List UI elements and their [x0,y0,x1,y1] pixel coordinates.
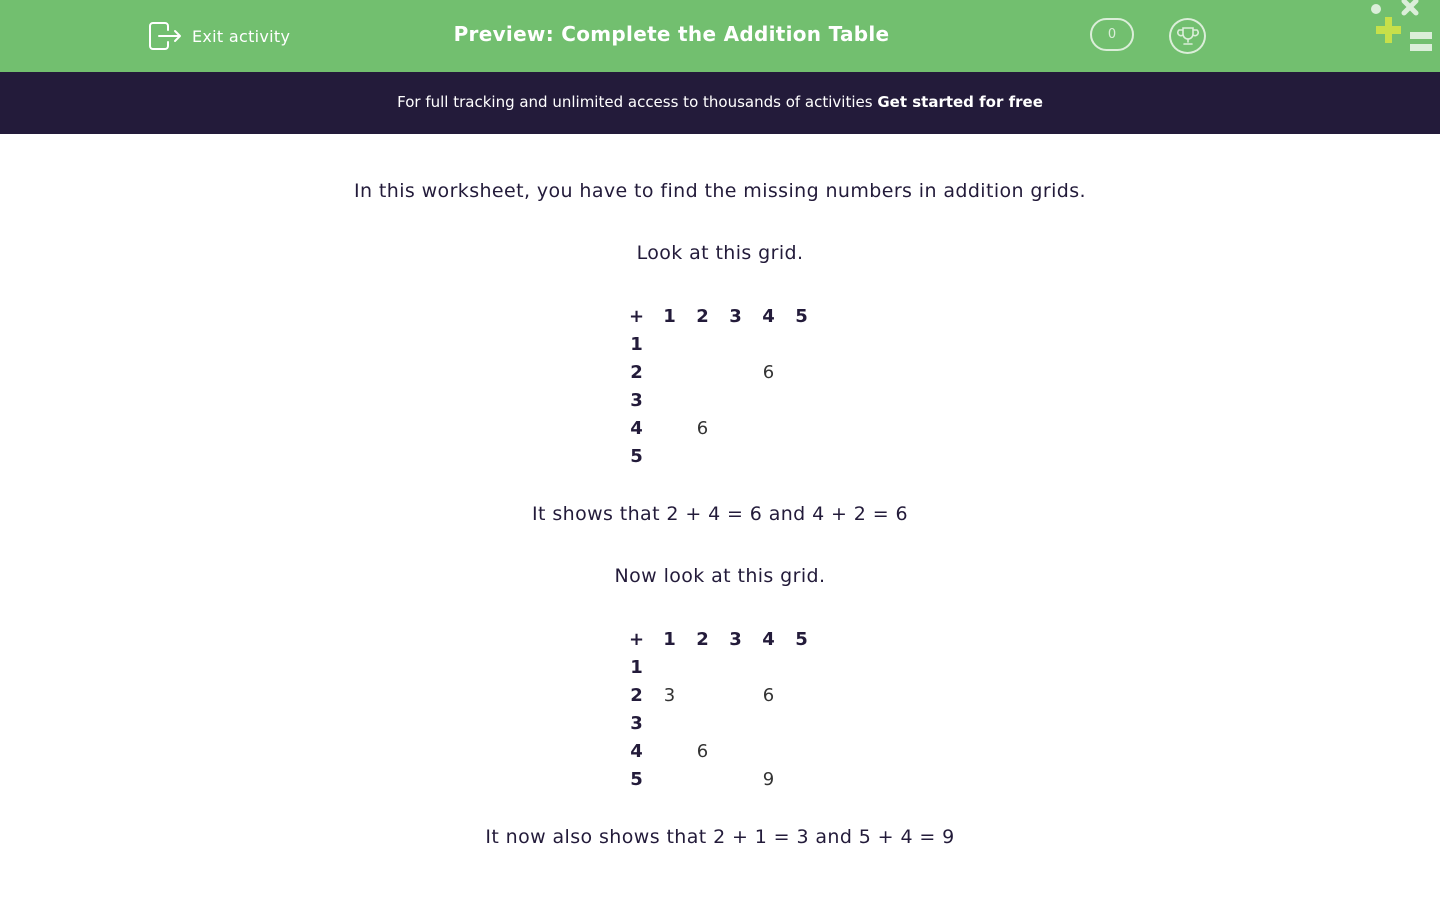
grid-cell [653,414,686,442]
grid-header-cell: 5 [795,628,808,650]
grid-cell [752,330,785,358]
intro-text: In this worksheet, you have to find the missing numbers in addition grids. [354,180,1086,202]
grid-cell [719,330,752,358]
grid-row [620,653,818,681]
now-shows-text: It now also shows that 2 + 1 = 3 and 5 + 4 = 9 [485,826,955,848]
grid-cell [686,765,719,793]
look-grid-text: Look at this grid. [636,242,804,264]
grid-header-cell: 1 [663,628,676,650]
grid-cell [653,358,686,386]
grid-cell [719,681,752,709]
grid-cell: 6 [762,684,775,706]
grid-row-header: 1 [630,333,643,355]
grid-header-row [620,302,818,330]
grid-header-cell: 2 [696,305,709,327]
grid-row-header: 2 [630,684,643,706]
grid-cell [752,709,785,737]
grid-cell [785,358,818,386]
grid-cell [686,653,719,681]
grid-header-cell: 1 [663,305,676,327]
trophy-icon [1177,25,1199,47]
grid-cell [752,386,785,414]
grid-cell [752,653,785,681]
grid-cell [719,709,752,737]
now-look-text: Now look at this grid. [614,565,826,587]
get-started-link[interactable]: Get started for free [877,93,1043,111]
grid-cell [785,330,818,358]
grid-cell [653,653,686,681]
grid-cell: 6 [696,417,709,439]
grid-cell [719,414,752,442]
grid-row [620,737,818,765]
grid-row [620,709,818,737]
grid-header-cell: 4 [762,628,775,650]
grid-cell [686,386,719,414]
grid-row-header: 4 [630,740,643,762]
grid-cell [653,737,686,765]
score-badge: 0 [1090,18,1134,51]
grid-cell [686,358,719,386]
grid-cell [653,386,686,414]
grid-row [620,386,818,414]
grid-row-header: 1 [630,656,643,678]
trophy-button[interactable] [1169,18,1206,54]
grid-cell [719,386,752,414]
grid-header-cell: 4 [762,305,775,327]
grid-row-header: 5 [630,445,643,467]
grid-cell [653,765,686,793]
grid-row [620,681,818,709]
grid-row [620,765,818,793]
promo-banner [0,72,1440,134]
grid-header-row [620,625,818,653]
grid-cell [686,442,719,470]
grid-cell [785,709,818,737]
grid-header-cell: 5 [795,305,808,327]
grid-cell [785,653,818,681]
grid-cell [785,681,818,709]
page-title: Preview: Complete the Addition Table [453,22,890,46]
grid-cell [719,442,752,470]
grid-cell [752,442,785,470]
grid-cell [686,709,719,737]
grid-row [620,330,818,358]
grid-row-header: 5 [630,768,643,790]
grid-cell [719,765,752,793]
grid-cell [719,737,752,765]
top-bar [0,0,1440,72]
grid-row-header: 2 [630,361,643,383]
grid-cell [653,330,686,358]
banner-text: For full tracking and unlimited access to thousands of activities [397,93,873,111]
grid-cell [785,765,818,793]
grid-cell [686,330,719,358]
grid-header-cell: + [628,305,645,327]
grid-header-cell: 3 [729,628,742,650]
grid-cell [785,737,818,765]
grid-cell [719,358,752,386]
grid-header-cell: 3 [729,305,742,327]
shows-text: It shows that 2 + 4 = 6 and 4 + 2 = 6 [532,503,908,525]
grid-cell: 6 [762,361,775,383]
grid-row [620,414,818,442]
brand-logo [1366,0,1440,56]
addition-grid-1 [620,302,818,470]
grid-header-cell: + [628,628,645,650]
grid-cell [785,386,818,414]
addition-grid-2 [620,625,818,793]
grid-cell [653,709,686,737]
grid-cell [752,737,785,765]
grid-row-header: 4 [630,417,643,439]
grid-cell [785,414,818,442]
grid-cell [785,442,818,470]
grid-header-cell: 2 [696,628,709,650]
grid-cell: 9 [762,768,775,790]
grid-cell: 6 [696,740,709,762]
grid-cell: 3 [663,684,676,706]
exit-label: Exit activity [192,26,291,46]
grid-row-header: 3 [630,712,643,734]
grid-row-header: 3 [630,389,643,411]
grid-cell [653,442,686,470]
grid-cell [686,681,719,709]
grid-row [620,358,818,386]
grid-cell [719,653,752,681]
grid-cell [752,414,785,442]
grid-row [620,442,818,470]
